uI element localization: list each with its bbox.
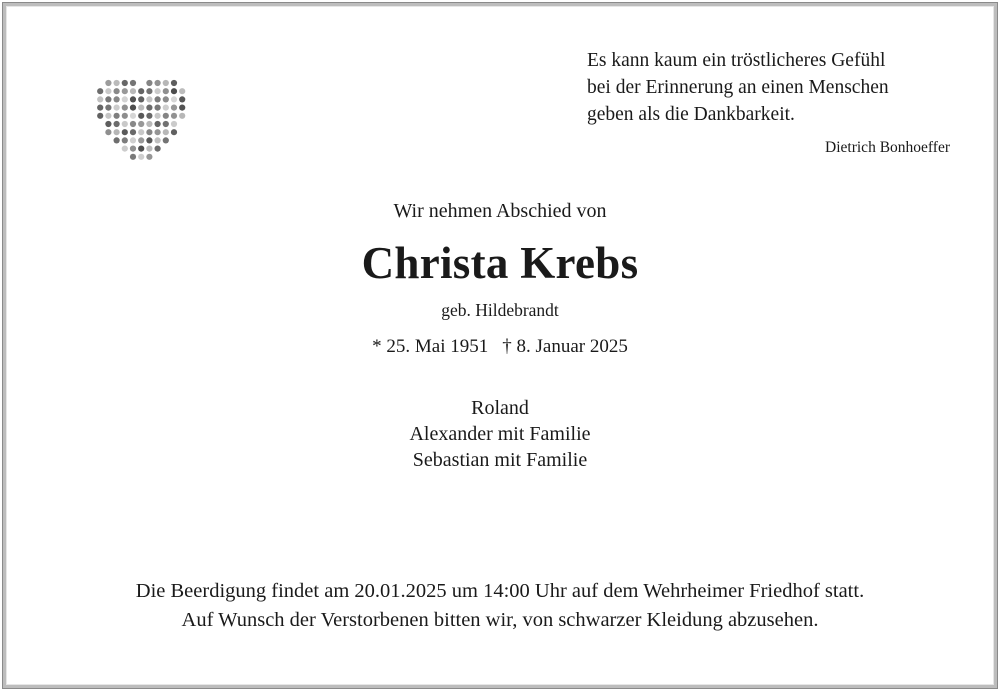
heart-dot	[114, 96, 120, 102]
heart-dot	[155, 105, 161, 111]
heart-dot	[122, 129, 128, 135]
heart-dot	[130, 154, 136, 160]
funeral-details: Die Beerdigung findet am 20.01.2025 um 14:00 Uhr auf dem Wehrheimer Friedhof statt.	[135, 580, 865, 602]
heart-dot	[130, 129, 136, 135]
heart-dot	[146, 88, 152, 94]
heart-dot	[105, 129, 111, 135]
heart-dot	[179, 88, 185, 94]
heart-dot	[97, 96, 103, 102]
heart-dot	[146, 137, 152, 143]
heart-dot	[155, 146, 161, 152]
mourner-name: Alexander mit Familie	[409, 423, 591, 445]
heart-dot	[155, 96, 161, 102]
dress-code-note: Auf Wunsch der Verstorbenen bitten wir, von schwarzer Kleidung abzusehen.	[181, 609, 819, 631]
dotted-heart-icon	[88, 78, 192, 174]
heart-dot	[171, 121, 177, 127]
heart-dot	[146, 129, 152, 135]
heart-dot	[138, 113, 144, 119]
deceased-name: Christa Krebs	[361, 238, 639, 288]
heart-dot	[97, 105, 103, 111]
heart-dot	[171, 88, 177, 94]
heart-dot	[122, 88, 128, 94]
heart-dot	[122, 80, 128, 86]
heart-dot	[163, 137, 169, 143]
heart-dot	[122, 96, 128, 102]
heart-dot	[130, 113, 136, 119]
mourner-name: Roland	[471, 397, 529, 419]
funeral-info	[0, 577, 1000, 635]
heart-dot	[130, 137, 136, 143]
heart-dot	[171, 113, 177, 119]
heart-dot	[179, 113, 185, 119]
heart-dot	[122, 113, 128, 119]
heart-dot	[105, 105, 111, 111]
heart-dot	[114, 121, 120, 127]
quote-line: Es kann kaum ein tröstlicheres Gefühl	[587, 50, 886, 71]
heart-dot	[97, 88, 103, 94]
heart-dot	[114, 105, 120, 111]
heart-dot	[122, 137, 128, 143]
heart-dot	[138, 129, 144, 135]
heart-dot	[138, 88, 144, 94]
heart-dot	[163, 129, 169, 135]
heart-dot	[146, 105, 152, 111]
heart-dot	[171, 129, 177, 135]
heart-dot	[105, 121, 111, 127]
heart-dot	[114, 80, 120, 86]
heart-dot	[179, 96, 185, 102]
heart-dot	[163, 113, 169, 119]
heart-dot	[163, 121, 169, 127]
heart-dot	[122, 121, 128, 127]
heart-dot	[171, 96, 177, 102]
heart-dot	[130, 80, 136, 86]
heart-dot	[130, 88, 136, 94]
heart-dot	[114, 113, 120, 119]
heart-dot	[146, 113, 152, 119]
heart-dot	[155, 80, 161, 86]
life-dates	[0, 336, 1000, 358]
heart-dot	[105, 113, 111, 119]
mourners-list	[0, 395, 1000, 473]
heart-dot	[97, 113, 103, 119]
death-date: † 8. Januar 2025	[502, 336, 628, 357]
heart-dot	[163, 80, 169, 86]
heart-dot	[146, 96, 152, 102]
heart-dot	[130, 121, 136, 127]
quote-author: Dietrich Bonhoeffer	[825, 139, 950, 156]
heart-dot	[130, 96, 136, 102]
quote-line: geben als die Dankbarkeit.	[587, 104, 795, 125]
heart-dot	[138, 121, 144, 127]
heart-dot	[122, 105, 128, 111]
heart-dot	[114, 88, 120, 94]
heart-dot	[138, 154, 144, 160]
heart-dot	[155, 137, 161, 143]
intro-text: Wir nehmen Abschied von	[393, 200, 607, 222]
heart-dot	[146, 154, 152, 160]
maiden-name: geb. Hildebrandt	[441, 300, 559, 320]
heart-dot	[138, 96, 144, 102]
heart-dot	[146, 146, 152, 152]
heart-dot	[155, 121, 161, 127]
heart-dot	[171, 80, 177, 86]
heart-dot	[105, 88, 111, 94]
heart-dot	[114, 129, 120, 135]
quote-block	[587, 47, 957, 128]
heart-dot	[163, 96, 169, 102]
heart-dot	[179, 105, 185, 111]
heart-dot	[146, 80, 152, 86]
heart-dot	[138, 146, 144, 152]
quote-line: bei der Erinnerung an einen Menschen	[587, 77, 889, 98]
heart-dot	[114, 137, 120, 143]
heart-dot	[146, 121, 152, 127]
heart-dot	[138, 137, 144, 143]
birth-date: * 25. Mai 1951	[372, 336, 489, 357]
heart-dot	[105, 96, 111, 102]
heart-dot	[155, 88, 161, 94]
heart-dot	[171, 105, 177, 111]
heart-dot	[155, 129, 161, 135]
heart-dot	[163, 105, 169, 111]
heart-dot	[163, 88, 169, 94]
heart-dot	[130, 105, 136, 111]
heart-dot	[122, 146, 128, 152]
mourner-name: Sebastian mit Familie	[412, 449, 588, 471]
heart-dot	[155, 113, 161, 119]
heart-dot	[105, 80, 111, 86]
heart-dot	[138, 105, 144, 111]
heart-dot	[130, 146, 136, 152]
